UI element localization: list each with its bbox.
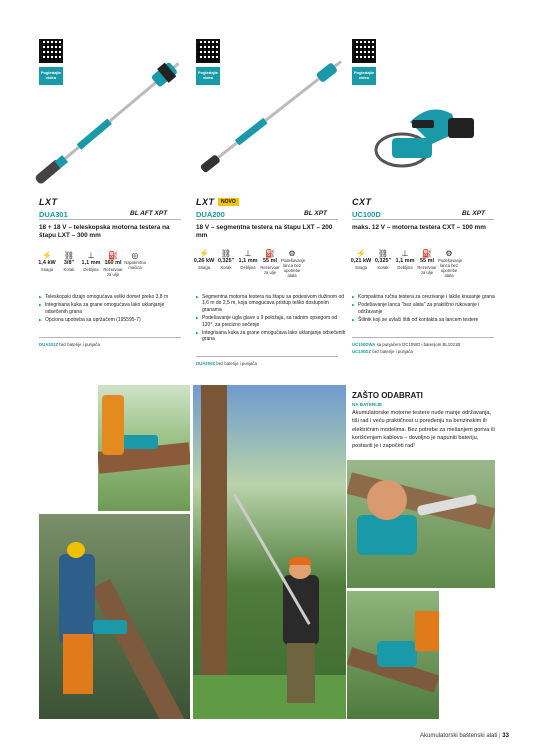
video-badge-3[interactable] — [352, 67, 376, 85]
cxt-logo: CXT — [352, 197, 372, 207]
why-title: ZAŠTO ODABRATI — [352, 391, 423, 400]
list-item: ▶ Opciona upotreba sa upržačem (195595-7) — [39, 317, 184, 323]
footer-section-title: Akumulatorski baštenski alati — [420, 733, 498, 739]
qr-code-3[interactable] — [352, 39, 376, 63]
chain-icon: ⛓ — [220, 249, 232, 258]
why-subtitle: NA BATERIJE — [352, 402, 383, 407]
spec-toolless: ⚙ Podešavanje lanca bez upotrebe alata — [438, 249, 463, 278]
list-item: ▶ Podešavanje lanca "bez alata" za praktično rukovanje i održavanje — [352, 302, 502, 315]
list-item: ▶ Teleskopski dizajn omogućava veliki domet preko 3,8 m — [39, 294, 184, 300]
list-item: ▶ Integrisana kuka za grane omogućava lako uklanjanje odsečenih grana — [39, 302, 184, 315]
chain-icon: ⛓ — [63, 251, 75, 260]
feature-list — [196, 294, 346, 345]
blade-icon: ⚙ — [445, 249, 453, 258]
bolt-icon: ⚡ — [42, 251, 52, 260]
feature-logos: BL AFT XPT — [130, 210, 168, 217]
oil-icon: ⛽ — [108, 251, 118, 260]
circle-stop-icon: ◎ — [131, 251, 139, 260]
feature-logos: BL XPT — [304, 210, 327, 217]
spec-power: ⚡ 1,4 kW Snaga — [36, 251, 58, 277]
photo-felling-tree — [39, 514, 190, 719]
divider — [39, 219, 181, 220]
order-code: UC100DWA sa punjačem DC10WD i baterijom BL1021B — [352, 342, 461, 347]
oil-icon: ⛽ — [265, 249, 275, 258]
feature-list — [39, 294, 184, 326]
spec-oil: ⛽ 55 ml Rezervoar za ulje — [260, 249, 280, 275]
video-badge-label: Pogledajte video — [197, 70, 219, 80]
spec-power: ⚡ 0,26 kW Snaga — [193, 249, 215, 270]
spec-pitch: ⛓ 0,325" Korak — [215, 249, 237, 278]
page-number: 33 — [502, 733, 509, 739]
divider — [39, 337, 181, 338]
spec-pitch: ⛓ 3/8" Korak — [58, 251, 80, 277]
photo-cutting-log — [98, 385, 190, 511]
pole-chainsaw-image — [30, 40, 200, 200]
product-title: maks. 12 V – motorna testera CXT – 100 mm — [352, 224, 486, 231]
spec-gauge: ⊥ 1,1 mm Debljina — [395, 249, 415, 270]
list-item: ▶ Integrisana kuka za grane omogućava lako uklanjanje odsečenih grana — [196, 330, 346, 343]
segment-pole-saw-image — [190, 40, 360, 190]
order-code: DUA301Z bez baterije i punjača — [39, 342, 100, 347]
divider — [196, 356, 338, 357]
spec-gauge: ⊥ 1,1 mm Debljina — [81, 251, 101, 272]
oil-icon: ⛽ — [422, 249, 432, 258]
list-item: ▶ Štitnik koji se uvlači štiti od kontakta sa lancem testere — [352, 317, 502, 323]
bolt-icon: ⚡ — [356, 249, 366, 258]
photo-mini-saw-branch — [347, 460, 495, 588]
mini-chainsaw-image — [370, 92, 480, 182]
list-item: ▶ Kompaktna ručna testera za orezivanje i lakše krasanje grana — [352, 294, 502, 300]
product-title: 18 + 18 V – teleskopska motorna testera na štapu LXT – 300 mm — [39, 224, 170, 239]
product-title: 18 V – segmentna testera na štapu LXT – 200 mm — [196, 224, 333, 239]
spec-oil: ⛽ 55 ml Rezervoar za ulje — [417, 249, 437, 275]
spec-row — [350, 249, 463, 278]
video-badge-label: Pogledajte video — [353, 70, 375, 80]
list-item: ▶ Podešavanje ugla glave u 9 položaja, sa radnim opsegom od 120°, za precizno sečenje — [196, 315, 346, 328]
lxt-logo: LXT — [196, 197, 215, 207]
feature-list — [352, 294, 502, 326]
lxt-logo: LXT — [39, 197, 58, 207]
spec-power: ⚡ 0,21 kW Snaga — [350, 249, 372, 270]
model-number: UC100D — [352, 210, 381, 219]
chain-icon: ⛓ — [377, 249, 389, 258]
order-code: DUA200Z bez baterije i punjača — [196, 361, 257, 366]
bolt-icon: ⚡ — [199, 249, 209, 258]
gauge-icon: ⊥ — [401, 249, 409, 258]
spec-row — [36, 251, 146, 277]
photo-mini-saw-pruning — [347, 591, 439, 719]
blade-icon: ⚙ — [288, 249, 296, 258]
spec-toolless: ⚙ Podešavanje lanca bez upotrebe alata — [281, 249, 306, 278]
gauge-icon: ⊥ — [87, 251, 95, 260]
spec-brake: ◎ Napokretna mačica — [124, 251, 146, 270]
new-badge: NOVO — [218, 198, 239, 206]
divider — [352, 337, 494, 338]
spec-pitch: ⛓ 0,325" Korak — [372, 249, 394, 278]
photo-pole-saw-use — [193, 385, 346, 719]
divider — [196, 219, 338, 220]
feature-logos: BL XPT — [462, 210, 485, 217]
gauge-icon: ⊥ — [244, 249, 252, 258]
spec-row — [193, 249, 306, 278]
video-badge-label: Pogledajte video — [40, 70, 62, 80]
model-number: DUA200 — [196, 210, 225, 219]
order-code: UC100DZ bez baterije i punjača — [352, 349, 413, 354]
spec-oil: ⛽ 160 ml Rezervoar za ulje — [103, 251, 123, 277]
spec-gauge: ⊥ 1,1 mm Debljina — [238, 249, 258, 270]
page-footer: Akumulatorski baštenski alati | 33 — [420, 733, 509, 739]
model-number: DUA301 — [39, 210, 68, 219]
list-item: ▶ Segmentna motorna testera na štapu sa podesivom dužinom od 1,6 m do 2,5 m, koja omogućava pristup teško dostupnim granama — [196, 294, 346, 313]
divider — [352, 219, 494, 220]
why-text: Akumulatorske motorne testere nude manje održavanja, tiši rad i veću praktičnost u poređenju sa benzinskim ili električnim modelima. Bez potrebe za mešanjem goriva ili korišćenjem kablova – dovoljno je napuniti bateriju, postaviti je i započeti rad! — [352, 410, 495, 450]
